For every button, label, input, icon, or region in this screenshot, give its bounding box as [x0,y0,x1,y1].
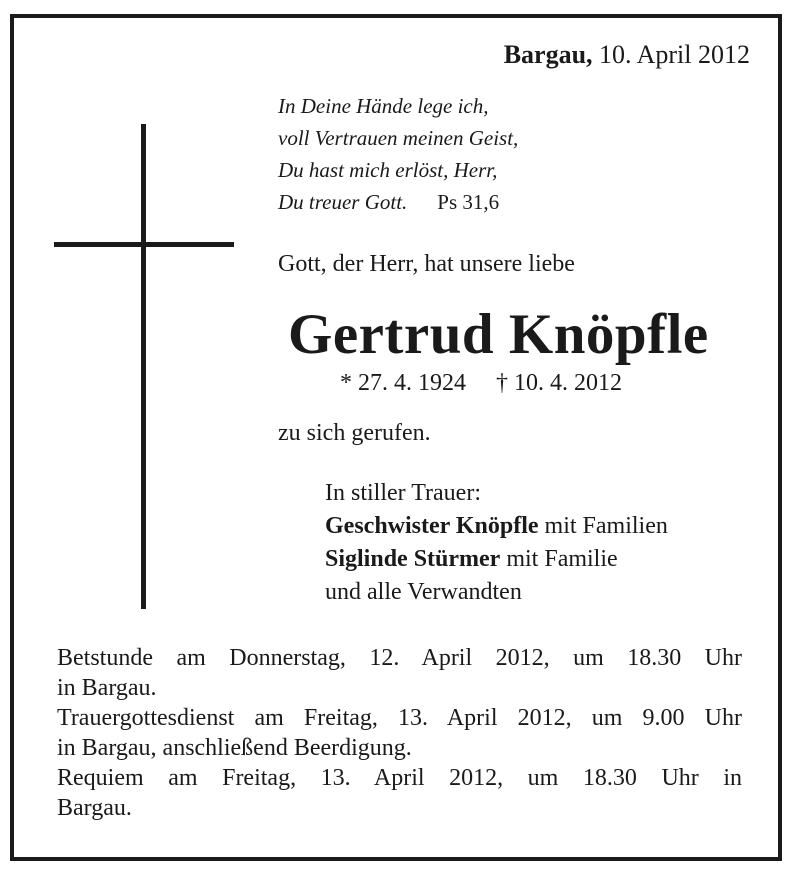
mourners-block [325,477,668,609]
mourner-name: Siglinde Stürmer [325,546,501,572]
service-line: in Bargau, anschließend Beerdigung. [57,735,412,761]
date: 10. April 2012 [599,40,750,69]
verse-reference: Ps 31,6 [437,190,500,214]
mourner-rest: mit Familien [538,513,668,539]
cross-icon [141,124,146,609]
verse-line: Du hast mich erlöst, Herr, [278,158,498,182]
service-line: in Bargau. [57,675,157,701]
cross-icon-bar [54,242,234,247]
life-dates [340,370,622,397]
place: Bargau, [503,40,593,69]
intro-text: Gott, der Herr, hat unsere liebe [278,251,575,277]
verse-line-last [278,186,518,218]
bible-verse [278,90,518,218]
service-info [57,643,742,823]
verse-line: voll Vertrauen meinen Geist, [278,126,519,150]
verse-line: Du treuer Gott. [278,190,408,214]
place-date [504,40,750,70]
service-line: Trauergottesdienst am Freitag, 13. April 2012, um 9.00 Uhr [57,705,742,731]
service-line: Bargau. [57,795,132,821]
mourner-line [325,510,668,543]
deceased-name: Gertrud Knöpfle [288,303,709,366]
service-line: Requiem am Freitag, 13. April 2012, um 18.30 Uhr in [57,765,742,791]
mourner-line: und alle Verwandten [325,579,522,605]
mourner-name: Geschwister Knöpfle [325,513,539,539]
death-date: † 10. 4. 2012 [496,370,622,396]
birth-date: * 27. 4. 1924 [340,370,466,396]
mourners-heading: In stiller Trauer: [325,480,481,506]
service-line: Betstunde am Donnerstag, 12. April 2012, um 18.30 Uhr [57,645,742,671]
mourner-rest: mit Familie [500,546,618,572]
mourner-line [325,543,668,576]
verse-line: In Deine Hände lege ich, [278,94,489,118]
called-text: zu sich gerufen. [278,420,431,446]
